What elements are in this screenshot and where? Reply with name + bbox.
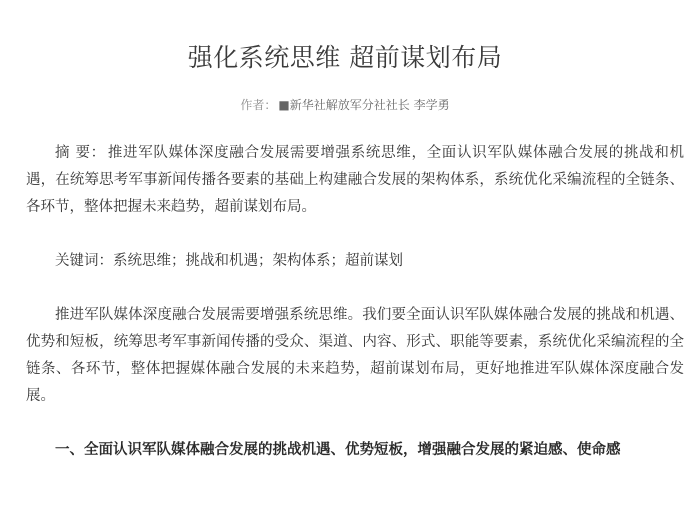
abstract-paragraph	[26, 140, 684, 221]
abstract-label: 摘 要：	[55, 145, 106, 161]
keywords-paragraph	[26, 248, 684, 275]
section-1-heading: 一、全面认识军队媒体融合发展的挑战机遇、优势短板，增强融合发展的紧迫感、使命感	[55, 442, 621, 458]
abstract-text: 推进军队媒体深度融合发展需要增强系统思维，全面认识军队媒体融合发展的挑战和机遇，在统筹思考军事新闻传播各要素的基础上构建融合发展的架构体系，系统优化采编流程的全链条、各环节，整体把握未来趋势，超前谋划布局。	[26, 145, 685, 215]
keywords-text: 系统思维；挑战和机遇；架构体系；超前谋划	[113, 253, 403, 269]
keywords-label: 关键词：	[55, 253, 113, 269]
article-title: 强化系统思维 超前谋划布局	[187, 43, 503, 72]
intro-paragraph: 推进军队媒体深度融合发展需要增强系统思维。我们要全面认识军队媒体融合发展的挑战和机遇、优势和短板，统筹思考军事新闻传播的受众、渠道、内容、形式、职能等要素，系统优化采编流程的全链条、各环节，整体把握媒体融合发展的未来趋势，超前谋划布局，更好地推进军队媒体深度融合发展。	[26, 307, 684, 404]
author-label: 作者：	[240, 98, 277, 112]
article-body	[26, 140, 684, 491]
author-name: ■新华社解放军分社社长 李学勇	[278, 98, 450, 112]
article-byline	[0, 96, 690, 114]
